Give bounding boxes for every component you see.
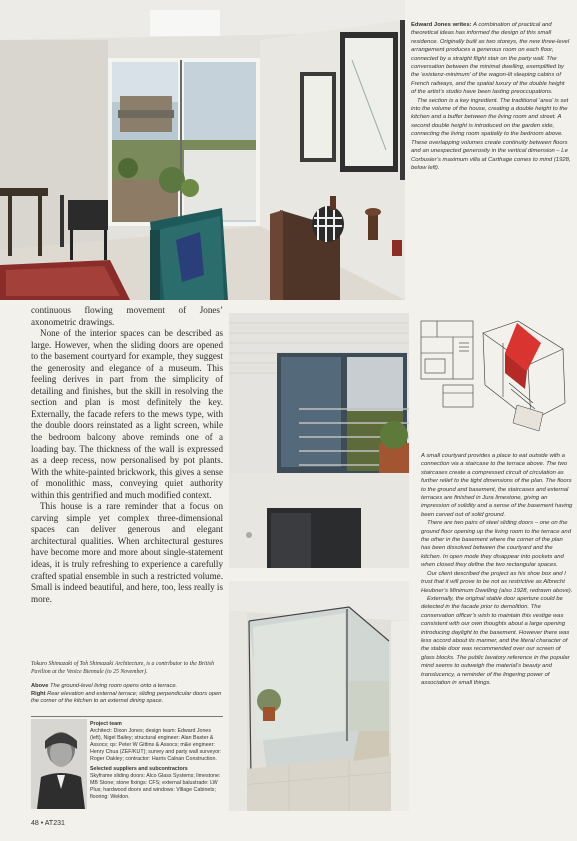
sidebar-paragraph-4: There are two pairs of steel sliding doors – one on the ground floor opening up the living room to the terrace and the other in the basement where the corner of the plan has been dissolved between the courtyard and the kitchen. In open mode they disappear into pockets and when closed they define the two rectangular spaces. xyxy=(421,520,571,569)
sidebar-paragraph-3: A small courtyard provides a place to eat outside with a connection via a staircase to the terrace above. The two staircases create a compressed circuit of circulation as further relief to the tight dimensions of the plan. The floors to the ground and basement, the staircases and external terraces are finished in Jura limestone, giving an impression of solidity and a sense of the basement having been carved out of solid ground. xyxy=(421,453,573,518)
team-heading: Project team xyxy=(90,721,122,727)
axonometric-drawings xyxy=(413,313,573,453)
body-paragraph-2: None of the interior spaces can be described as large. However, when the sliding doors are opened to the basement courtyard for example, they suggest the generosity and elegance of a museum. This feeling derives in part from the simplicity of detailing and finishes, but the skill in resolving the section and plan is most definitely the key. Externally, the facade refers to the mews type, with the double doors reinstated as a light screen, while the bedroom balcony above reminds one of a loading bay. The thickness of the wall is expressed as a deep recess, now personalised by pot plants. With the white-painted brickwork, this gives a sense of monolithic mass, conveying quiet authority within this gentrified and much modified context. xyxy=(31,328,223,500)
edward-jones-portrait xyxy=(31,719,87,809)
body-paragraph-1: continuous flowing movement of Jones’ axonometric drawings. xyxy=(31,305,223,327)
suppliers-text: Skyframe sliding doors: Alco Glass Systems; limestone: MB Stone; stone fixings: CFS; external balustrade: LW Plus; hardwood doors and windows: Village Cabinets; flooring: Weldon. xyxy=(90,773,221,801)
credits-rule xyxy=(31,716,223,717)
sidebar-paragraph-1: Edward Jones writes: A combination of practical and theoretical ideas has informed the design of this small residence. Originally built as two storeys, the new three-level arrangement produces a generous room on each floor, connected by a straight flight stair on the party wall. The conversation between the minimal dwelling, exemplified by the ‘existenz-minimum’ of the wagon-lit sleeping cabins of French railways, and the spatial luxury of the double height of the artist’s studio have been lasting preoccupations. xyxy=(411,22,570,96)
caption-right: Right Rear elevation and external terrace; sliding perpendicular doors open the corner of the kitchen to an external dining space. xyxy=(31,690,222,705)
living-room-photo xyxy=(0,0,405,300)
team-text: Architect: Dixon Jones; design team: Edward Jones (left), Nigel Bailey; structural engineer: Alan Baxter & Assocs; qs: Peter W Gittins & Assocs; m&e engineer: Henry Chua (ZEF/KUT); survey and party wall surveyor: Roger Oakley; contractor: Harris Calnan Construction. xyxy=(90,727,222,762)
photo-captions xyxy=(31,683,223,706)
suppliers-heading: Selected suppliers and subcontractors xyxy=(90,766,188,773)
page-number: 48 xyxy=(31,820,39,827)
sidebar-lead: Edward Jones writes: xyxy=(411,22,472,28)
sidebar-paragraph-5: Our client described the project as his shoe box and I trust that it will prove to be not as restrictive as Albrecht Heubner’s Minimum Dwelling (also 1928, redrawn above). xyxy=(421,570,573,594)
credits-block xyxy=(90,721,223,801)
main-article-text xyxy=(31,305,223,605)
folio-bullet: • xyxy=(40,820,44,827)
issue-number: AT231 xyxy=(44,820,65,827)
sidebar-paragraph-6: Externally, the original stable door aperture could be detected in the facade prior to demolition. The conservation officer’s wish to maintain this vestige was consistent with our own thoughts about a large opening introducing daylight to the basement. However there was less accord about its manner, and the literal character of the stable door was recommended over our screen of glass blocks. The public lavatory reference in the popular mind seems to outweigh the material’s beauty and translucency, a reminder of the lingering power of association in small things. xyxy=(421,595,570,686)
sidebar-essay-continued xyxy=(421,452,573,687)
page-folio xyxy=(31,820,65,827)
kitchen-terrace-photo xyxy=(229,581,409,811)
sidebar-essay xyxy=(411,21,571,172)
author-note: Tokuro Shimazaki of Toh Shimazaki Architecture, is a contributor to the British Pavilion at the Venice Biennale (to 25 November). xyxy=(31,661,215,675)
sidebar-paragraph-2: The section is a key ingredient. The traditional ‘area’ is set into the volume of the house, creating a double height to the kitchen and a buffer between the living room and street. A second double height is introduced on the garden side, connecting the living room spatially to the bedroom above. These overlapping volumes create continuity between floors and an unexpected generosity in the vertical dimension – Le Corbusier’s maximum villa at Carthage comes to mind (1928, below left). xyxy=(411,97,571,171)
courtyard-photo xyxy=(229,313,409,568)
body-paragraph-3: This house is a rare reminder that a focus on carving simple yet complex three-dimensional spaces can deliver generous and elegant architectural qualities. When architectural gestures have become more and more about single-statement ideas, it is truly refreshing to experience a carefully crafted spatial ensemble in such a restricted volume. Small is indeed beautiful, and here, too, less really is more. xyxy=(31,501,223,604)
caption-above: Above The ground-level living room opens onto a terrace. xyxy=(31,683,178,689)
